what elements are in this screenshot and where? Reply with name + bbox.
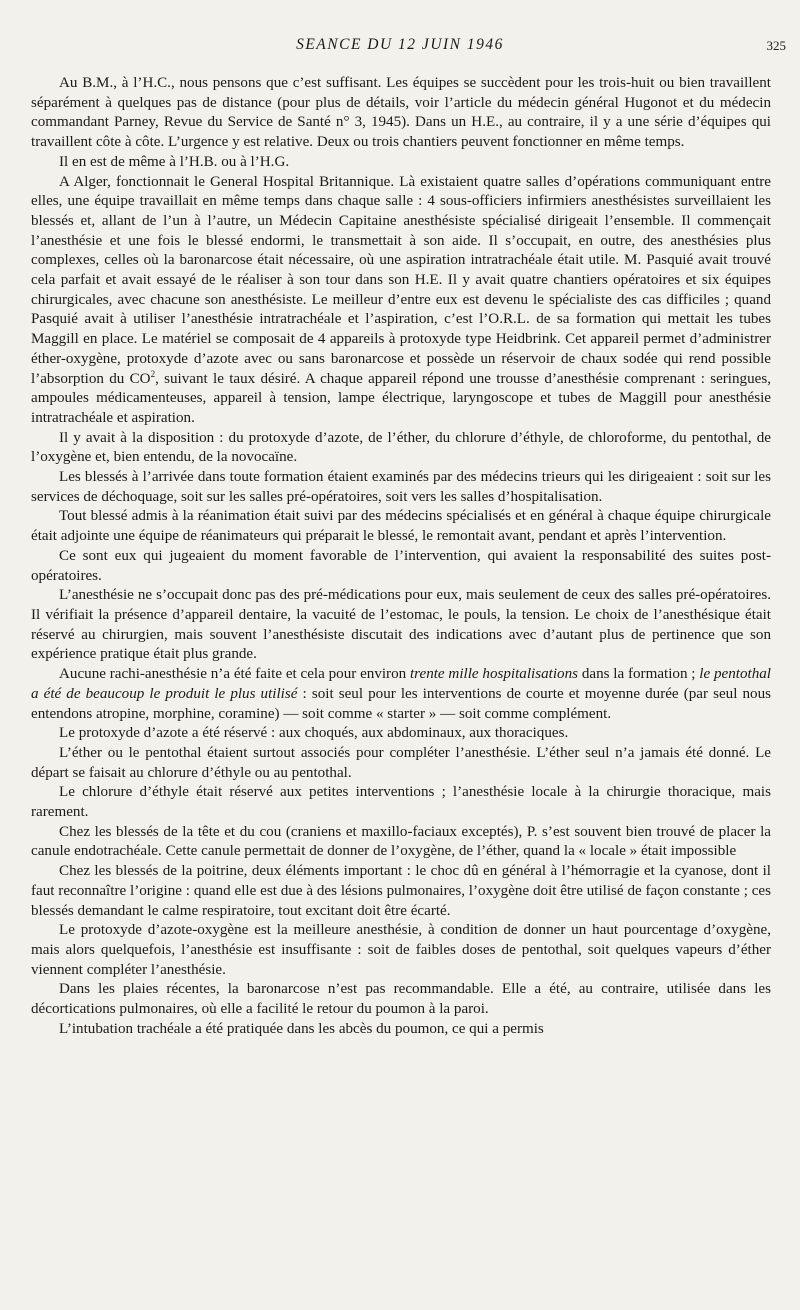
page-number: 325 bbox=[766, 38, 786, 53]
running-head: SEANCE DU 12 JUIN 1946 bbox=[296, 36, 504, 53]
italic-phrase-pentothal: le pentothal a été de beaucoup le produit le plus utilisé bbox=[31, 666, 772, 702]
paragraph-9-post: : soit seul pour les interventions de courte et moyenne durée (par seul nous entendons atropine, morphine, coramine) — soit comme « starter » — soit comme complément. bbox=[31, 685, 772, 722]
paragraph-17: L’intubation trachéale a été pratiquée dans les abcès du poumon, ce qui a permis bbox=[59, 1020, 544, 1037]
paragraph-16: Dans les plaies récentes, la baronarcose n’est pas recommandable. Elle a été, au contraire, utilisée dans les décortications pulmonaires, où elle a facilité le retour du poumon à la paroi. bbox=[31, 981, 771, 1018]
page-header bbox=[0, 36, 800, 58]
paragraph-13: Chez les blessés de la tête et du cou (craniens et maxillo-faciaux exceptés), P. s’est souvent bien trouvé de placer la canule endotrachéale. Cette canule permettait de donner de l’oxygène, de l’éther, quand la « locale » était impossible bbox=[31, 823, 771, 860]
paragraph-12: Le chlorure d’éthyle était réservé aux petites interventions ; l’anesthésie locale à la chirurgie thoracique, mais rarement. bbox=[31, 784, 771, 821]
paragraph-14: Chez les blessés de la poitrine, deux éléments important : le choc dû en général à l’hémorragie et la cyanose, dont il faut reconnaître l’origine : quand elle est due à des lésions pulmonaires, l’oxygène doit être utilisé de façon constante ; ces blessés demandant le calme respiratoire, tout excitant doit être écarté. bbox=[31, 863, 771, 919]
paragraph-1: Au B.M., à l’H.C., nous pensons que c’est suffisant. Les équipes se succèdent pour les trois-huit ou bien travaillent séparément à quelques pas de distance (pour plus de détails, voir l’article du médecin général Hugonot et du médecin commandant Parney, Revue du Service de Santé n° 3, 1945). Dans un H.E., au contraire, il y a une série d’équipes qui travaillent côte à côte. L’urgence y est relative. Deux ou trois chantiers peuvent fonctionner en même temps. bbox=[31, 75, 771, 151]
paragraph-2: Il en est de même à l’H.B. ou à l’H.G. bbox=[59, 153, 290, 170]
paragraph-3-text-b: , suivant le taux désiré. A chaque appareil répond une trousse d’anesthésie comprenant : seringues, ampoules médicamenteuses, appareil à tension, lampe électrique, laryngoscope et tubes de Maggill pour anesthésie intratrachéale et aspiration. bbox=[31, 370, 771, 426]
paragraph-11: L’éther ou le pentothal étaient surtout associés pour compléter l’anesthésie. L’éther seul n’a jamais été donné. Le départ se faisait au chlorure d’éthyle ou au pentothal. bbox=[31, 744, 771, 781]
paragraph-9 bbox=[31, 665, 771, 724]
paragraph-9-pre: Aucune rachi-anesthésie n’a été faite et cela pour environ bbox=[59, 666, 410, 683]
paragraph-7: Ce sont eux qui jugeaient du moment favorable de l’intervention, qui avaient la responsabilité des suites post-opératoires. bbox=[31, 547, 771, 584]
paragraph-3 bbox=[31, 173, 771, 429]
italic-phrase-hospitalisations: trente mille hospitalisations bbox=[409, 666, 579, 683]
paragraph-9-mid: dans la formation ; bbox=[578, 666, 700, 683]
paragraph-3-text-a: A Alger, fonctionnait le General Hospital Britannique. Là existaient quatre salles d’opérations communiquant entre elles, une équipe travaillait en même temps dans chaque salle : 4 sous-officiers infirmiers anesthésistes surveillaient les blessés et, allant de l’un à l’autre, un Médecin Capitaine anesthésiste spécialisé dirigeait l’ensemble. Il commençait l’anesthésie et une fois le blessé endormi, le transmettait à son aide. Il s’occupait, en outre, des anesthésies plus complexes, celles où la baronarcose était nécessaire, où une aspiration intratrachéale était utile. M. Pasquié avait trouvé cela parfait et avait essayé de le réaliser à son tour dans son H.E. Il y avait quatre chantiers opératoires et six équipes chirurgicales, avec chacune son anesthésiste. Le meilleur d’entre eux est devenu le spécialiste des cas difficiles ; quand Pasquié avait à utiliser l’anesthésie intratrachéale et l’aspiration, c’est l’O.R.L. de sa formation qui mettait les tubes Maggill en place. Le matériel se composait de 4 appareils à protoxyde type Heidbrink. Cet appareil permet d’administrer éther-oxygène, protoxyde d’azote avec ou sans baronarcose et possède un réservoir de chaux sodée qui rend possible l’absorption du CO bbox=[31, 173, 771, 387]
paragraph-10: Le protoxyde d’azote a été réservé : aux choqués, aux abdominaux, aux thoraciques. bbox=[59, 725, 569, 742]
paragraph-8: L’anesthésie ne s’occupait donc pas des pré-médications pour eux, mais seulement de ceux des salles pré-opératoires. Il vérifiait la présence d’appareil dentaire, la vacuité de l’estomac, le pouls, la tension. Le choix de l’anesthésique était réservé au chirurgien, mais souvent l’anesthésiste discutait des indications avec d’autant plus de pertinence que son expérience pratique était plus grande. bbox=[31, 587, 771, 663]
paragraph-6: Tout blessé admis à la réanimation était suivi par des médecins spécialisés et en général à chaque équipe chirurgicale était adjointe une équipe de réanimateurs qui préparait le blessé, le remontait avant, pendant et après l’intervention. bbox=[31, 508, 771, 545]
superscript-2: 2 bbox=[150, 368, 156, 379]
paragraph-15: Le protoxyde d’azote-oxygène est la meilleure anesthésie, à condition de donner un haut pourcentage d’oxygène, mais alors quelquefois, l’anesthésie est insuffisante : soit de faibles doses de pentothal, soit quelques vapeurs d’éther viennent compléter l’anesthésie. bbox=[31, 922, 771, 978]
paragraph-5: Les blessés à l’arrivée dans toute formation étaient examinés par des médecins trieurs qui les dirigeaient : soit sur les services de déchoquage, soit sur les salles pré-opératoires, soit vers les salles d’hospitalisation. bbox=[31, 469, 771, 505]
body-text bbox=[31, 74, 771, 1039]
paragraph-4: Il y avait à la disposition : du protoxyde d’azote, de l’éther, du chlorure d’éthyle, de chloroforme, du pentothal, de l’oxygène et, bien entendu, de la novocaïne. bbox=[31, 429, 771, 466]
